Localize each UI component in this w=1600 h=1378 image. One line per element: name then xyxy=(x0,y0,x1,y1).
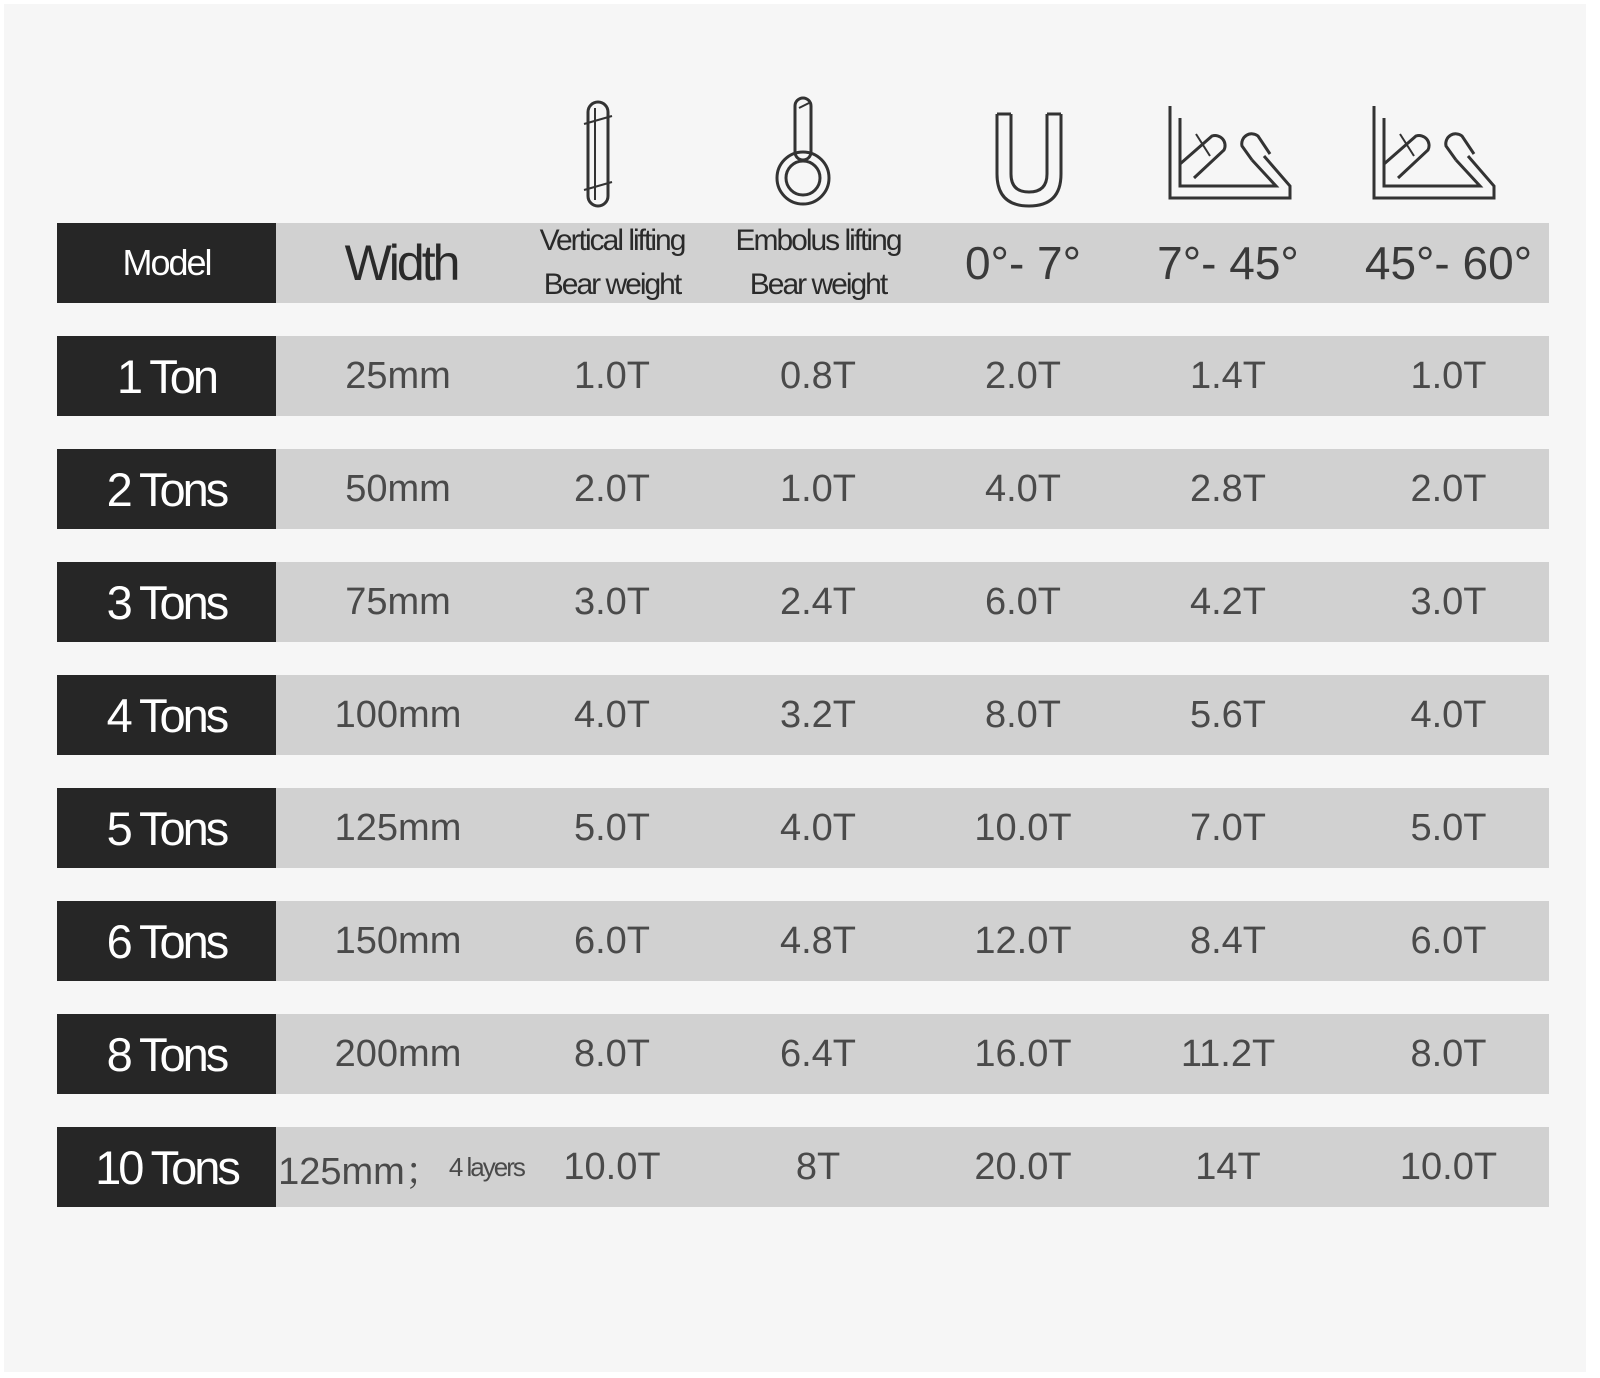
angle-7-45-cell: 14T xyxy=(1195,1145,1261,1188)
angle-0-7-cell: 2.0T xyxy=(984,354,1062,397)
angle-45-60-cell: 10.0T xyxy=(1399,1145,1498,1188)
angle-7-45-cell: 7.0T xyxy=(1189,806,1267,849)
width-value: 50mm xyxy=(345,467,451,510)
vertical-cell: 4.0T xyxy=(573,693,651,736)
embolus-lift-icon xyxy=(769,94,839,214)
model-cell: 5 Tons xyxy=(57,788,276,868)
header-embolus-line2: Bear weight xyxy=(749,268,887,301)
row-cells xyxy=(276,675,1549,755)
embolus-cell: 4.0T xyxy=(779,806,857,849)
row-cells xyxy=(276,562,1549,642)
embolus-cell: 0.8T xyxy=(779,354,857,397)
embolus-cell: 6.4T xyxy=(779,1032,857,1075)
layers-note: 4 layers xyxy=(448,1151,524,1182)
angle-7-45-cell: 4.2T xyxy=(1189,580,1267,623)
angle-0-7-cell: 10.0T xyxy=(974,806,1072,849)
width-cell xyxy=(276,901,526,981)
row-cells xyxy=(276,449,1549,529)
width-value: 100mm xyxy=(334,693,462,736)
angle-45-60-cell: 1.0T xyxy=(1410,354,1487,397)
embolus-cell: 1.0T xyxy=(779,467,857,510)
header-embolus xyxy=(698,223,938,303)
header-angle-0-7: 0°- 7° xyxy=(964,237,1082,289)
vertical-cell: 6.0T xyxy=(573,919,651,962)
angle-0-7-cell: 4.0T xyxy=(984,467,1062,510)
table-row xyxy=(57,336,1549,416)
vertical-cell: 1.0T xyxy=(573,354,651,397)
header-embolus-line1: Embolus lifting xyxy=(735,224,901,257)
embolus-cell: 8T xyxy=(795,1145,841,1188)
angle-45-60-cell: 3.0T xyxy=(1410,580,1487,623)
header-angle-45-60: 45°- 60° xyxy=(1364,237,1533,289)
u-lift-icon xyxy=(989,94,1069,214)
angle-0-7-cell: 12.0T xyxy=(974,919,1072,962)
icon-row xyxy=(4,84,1600,224)
embolus-cell: 4.8T xyxy=(779,919,857,962)
model-cell: 3 Tons xyxy=(57,562,276,642)
angle-7-45-cell: 2.8T xyxy=(1189,467,1267,510)
angled-lift-icon xyxy=(1166,94,1296,214)
angled-lift-icon xyxy=(1370,94,1500,214)
row-cells xyxy=(276,1014,1549,1094)
model-cell: 1 Ton xyxy=(57,336,276,416)
angle-45-60-cell: 2.0T xyxy=(1410,467,1487,510)
width-cell xyxy=(276,336,526,416)
width-value: 150mm xyxy=(334,919,462,962)
width-cell xyxy=(276,788,526,868)
vertical-cell: 8.0T xyxy=(573,1032,651,1075)
table-header xyxy=(57,223,1549,303)
embolus-cell: 3.2T xyxy=(779,693,857,736)
width-value: 25mm xyxy=(345,354,451,397)
vertical-cell: 5.0T xyxy=(573,806,651,849)
header-vertical-line2: Bear weight xyxy=(543,268,681,301)
angle-0-7-cell: 8.0T xyxy=(984,693,1062,736)
row-cells xyxy=(276,1127,1549,1207)
model-cell: 10 Tons xyxy=(57,1127,276,1207)
width-cell xyxy=(276,1127,526,1207)
model-cell: 2 Tons xyxy=(57,449,276,529)
table-row xyxy=(57,788,1549,868)
width-value: 200mm xyxy=(334,1032,462,1075)
vertical-cell: 2.0T xyxy=(573,467,651,510)
angle-0-7-cell: 20.0T xyxy=(974,1145,1072,1188)
table-row xyxy=(57,562,1549,642)
angle-7-45-cell: 1.4T xyxy=(1189,354,1267,397)
row-cells xyxy=(276,901,1549,981)
vertical-cell: 10.0T xyxy=(563,1145,661,1188)
embolus-cell: 2.4T xyxy=(779,580,857,623)
header-model: Model xyxy=(57,223,276,303)
angle-45-60-cell: 5.0T xyxy=(1410,806,1487,849)
table-row xyxy=(57,675,1549,755)
spec-sheet xyxy=(4,4,1586,1372)
model-cell: 6 Tons xyxy=(57,901,276,981)
angle-45-60-cell: 6.0T xyxy=(1410,919,1487,962)
angle-7-45-cell: 11.2T xyxy=(1180,1032,1276,1075)
row-cells xyxy=(276,788,1549,868)
header-vertical xyxy=(526,223,698,303)
table-row xyxy=(57,1127,1549,1207)
header-angle-7-45: 7°- 45° xyxy=(1157,237,1299,289)
angle-7-45-cell: 5.6T xyxy=(1189,693,1267,736)
angle-0-7-cell: 6.0T xyxy=(984,580,1062,623)
vertical-lift-icon xyxy=(574,94,624,214)
model-cell: 4 Tons xyxy=(57,675,276,755)
width-cell xyxy=(276,675,526,755)
angle-45-60-cell: 4.0T xyxy=(1410,693,1487,736)
header-cells xyxy=(276,223,1549,303)
width-value: 75mm xyxy=(345,580,451,623)
row-cells xyxy=(276,336,1549,416)
angle-45-60-cell: 8.0T xyxy=(1410,1032,1487,1075)
header-vertical-line1: Vertical lifting xyxy=(539,224,685,257)
width-value: 125mm； xyxy=(278,1150,443,1193)
vertical-cell: 3.0T xyxy=(573,580,651,623)
table-row xyxy=(57,901,1549,981)
model-cell: 8 Tons xyxy=(57,1014,276,1094)
width-cell xyxy=(276,1014,526,1094)
angle-0-7-cell: 16.0T xyxy=(974,1032,1072,1075)
table-row xyxy=(57,1014,1549,1094)
width-value: 125mm xyxy=(334,806,462,849)
width-cell xyxy=(276,562,526,642)
header-width: Width xyxy=(344,235,458,291)
angle-7-45-cell: 8.4T xyxy=(1189,919,1267,962)
width-cell xyxy=(276,449,526,529)
table-row xyxy=(57,449,1549,529)
